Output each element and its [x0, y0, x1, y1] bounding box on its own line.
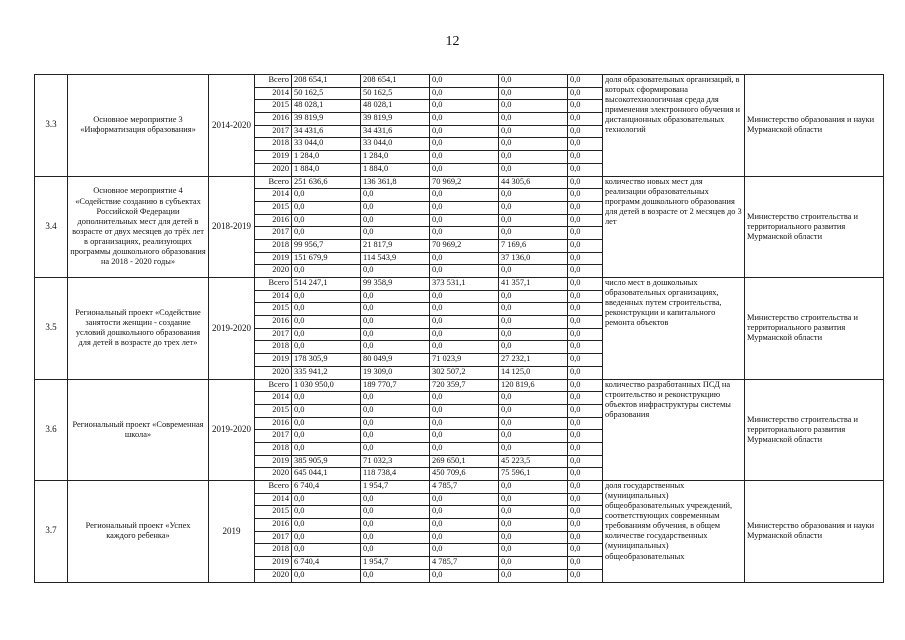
value-cell-c5: 0,0: [568, 354, 603, 367]
value-cell-c2: 0,0: [361, 303, 430, 316]
value-cell-c4: 0,0: [499, 201, 568, 214]
year-cell: 2019: [255, 354, 292, 367]
value-cell-c3: 0,0: [430, 163, 499, 176]
value-cell-c2: 0,0: [361, 404, 430, 417]
section-name: Региональный проект «Содействие занятости женщин - создание условий дошкольного образования для детей в возрасте до трех лет»: [68, 278, 209, 380]
value-cell-c1: 0,0: [292, 430, 361, 443]
section-name: Основное мероприятие 4 «Содействие созданию в субъектах Российской Федерации дополнительных мест для детей в возрасте от двух месяцев до трёх лет в организациях, реализующих программы дошкольного образования на 2018 - 2020 годы»: [68, 176, 209, 278]
value-cell-c3: 0,0: [430, 290, 499, 303]
value-cell-c4: 0,0: [499, 328, 568, 341]
page-number: 12: [445, 34, 460, 49]
value-cell-c5: 0,0: [568, 328, 603, 341]
value-cell-c2: 33 044,0: [361, 138, 430, 151]
value-cell-c3: 0,0: [430, 87, 499, 100]
value-cell-c1: 33 044,0: [292, 138, 361, 151]
value-cell-c2: 0,0: [361, 569, 430, 582]
value-cell-c2: 0,0: [361, 493, 430, 506]
value-cell-c5: 0,0: [568, 151, 603, 164]
value-cell-c4: 0,0: [499, 569, 568, 582]
table-row: [35, 176, 884, 189]
value-cell-c3: 0,0: [430, 227, 499, 240]
value-cell-c4: 0,0: [499, 557, 568, 570]
value-cell-c2: 0,0: [361, 341, 430, 354]
value-cell-c1: 335 941,2: [292, 366, 361, 379]
value-cell-c5: 0,0: [568, 265, 603, 278]
value-cell-c3: 0,0: [430, 417, 499, 430]
value-cell-c1: 0,0: [292, 328, 361, 341]
value-cell-c3: 0,0: [430, 519, 499, 532]
budget-table: [34, 74, 884, 583]
value-cell-c4: 0,0: [499, 100, 568, 113]
value-cell-c1: 385 905,9: [292, 455, 361, 468]
value-cell-c3: 0,0: [430, 138, 499, 151]
value-cell-c3: 0,0: [430, 265, 499, 278]
value-cell-c2: 0,0: [361, 328, 430, 341]
value-cell-c4: 27 232,1: [499, 354, 568, 367]
value-cell-c1: 0,0: [292, 214, 361, 227]
year-cell: 2018: [255, 138, 292, 151]
value-cell-c3: 0,0: [430, 151, 499, 164]
value-cell-c3: 0,0: [430, 189, 499, 202]
value-cell-c1: 0,0: [292, 569, 361, 582]
year-cell: 2015: [255, 100, 292, 113]
value-cell-c4: 0,0: [499, 151, 568, 164]
value-cell-c1: 34 431,6: [292, 125, 361, 138]
value-cell-c2: 71 032,3: [361, 455, 430, 468]
value-cell-c5: 0,0: [568, 392, 603, 405]
value-cell-c5: 0,0: [568, 138, 603, 151]
section-name: Региональный проект «Успех каждого ребенка»: [68, 481, 209, 583]
year-cell: 2016: [255, 316, 292, 329]
value-cell-c4: 0,0: [499, 227, 568, 240]
year-cell: 2020: [255, 163, 292, 176]
year-cell: Всего: [255, 75, 292, 88]
value-cell-c5: 0,0: [568, 100, 603, 113]
value-cell-c2: 19 309,0: [361, 366, 430, 379]
year-cell: 2017: [255, 328, 292, 341]
value-cell-c3: 720 359,7: [430, 379, 499, 392]
value-cell-c3: 0,0: [430, 531, 499, 544]
value-cell-c4: 0,0: [499, 125, 568, 138]
value-cell-c3: 0,0: [430, 252, 499, 265]
year-cell: 2015: [255, 506, 292, 519]
value-cell-c4: 0,0: [499, 189, 568, 202]
value-cell-c1: 0,0: [292, 417, 361, 430]
value-cell-c1: 178 305,9: [292, 354, 361, 367]
value-cell-c3: 0,0: [430, 404, 499, 417]
indicator-text: число мест в дошкольных образовательных организациях, введенных путем строительства, реконструкции и капитального ремонта объектов: [603, 278, 745, 380]
value-cell-c4: 0,0: [499, 163, 568, 176]
value-cell-c5: 0,0: [568, 481, 603, 494]
value-cell-c3: 4 785,7: [430, 481, 499, 494]
responsible-text: Министерство образования и науки Мурманской области: [745, 481, 884, 583]
value-cell-c4: 0,0: [499, 341, 568, 354]
value-cell-c1: 0,0: [292, 265, 361, 278]
value-cell-c2: 189 770,7: [361, 379, 430, 392]
value-cell-c5: 0,0: [568, 227, 603, 240]
indicator-text: количество новых мест для реализации образовательных программ дошкольного образования для детей в возрасте от 2 месяцев до 3 лет: [603, 176, 745, 278]
year-cell: 2016: [255, 214, 292, 227]
value-cell-c2: 0,0: [361, 430, 430, 443]
value-cell-c5: 0,0: [568, 125, 603, 138]
value-cell-c2: 0,0: [361, 290, 430, 303]
value-cell-c5: 0,0: [568, 252, 603, 265]
value-cell-c4: 120 819,6: [499, 379, 568, 392]
value-cell-c4: 0,0: [499, 316, 568, 329]
value-cell-c5: 0,0: [568, 87, 603, 100]
value-cell-c1: 208 654,1: [292, 75, 361, 88]
value-cell-c5: 0,0: [568, 214, 603, 227]
value-cell-c5: 0,0: [568, 113, 603, 126]
value-cell-c5: 0,0: [568, 557, 603, 570]
value-cell-c1: 0,0: [292, 493, 361, 506]
value-cell-c1: 0,0: [292, 189, 361, 202]
value-cell-c4: 0,0: [499, 290, 568, 303]
table-row: [35, 75, 884, 88]
year-cell: 2014: [255, 392, 292, 405]
value-cell-c1: 0,0: [292, 519, 361, 532]
value-cell-c4: 0,0: [499, 442, 568, 455]
value-cell-c2: 0,0: [361, 544, 430, 557]
year-cell: 2020: [255, 366, 292, 379]
value-cell-c3: 0,0: [430, 303, 499, 316]
value-cell-c5: 0,0: [568, 455, 603, 468]
value-cell-c3: 0,0: [430, 544, 499, 557]
value-cell-c4: 14 125,0: [499, 366, 568, 379]
value-cell-c5: 0,0: [568, 506, 603, 519]
value-cell-c3: 4 785,7: [430, 557, 499, 570]
value-cell-c5: 0,0: [568, 544, 603, 557]
value-cell-c5: 0,0: [568, 316, 603, 329]
value-cell-c3: 450 709,6: [430, 468, 499, 481]
value-cell-c3: 0,0: [430, 569, 499, 582]
section-period: 2018-2019: [209, 176, 255, 278]
value-cell-c5: 0,0: [568, 201, 603, 214]
value-cell-c1: 1 030 950,0: [292, 379, 361, 392]
value-cell-c1: 50 162,5: [292, 87, 361, 100]
value-cell-c3: 0,0: [430, 430, 499, 443]
table-row: [35, 481, 884, 494]
value-cell-c2: 0,0: [361, 265, 430, 278]
value-cell-c3: 0,0: [430, 506, 499, 519]
value-cell-c3: 269 650,1: [430, 455, 499, 468]
value-cell-c2: 1 284,0: [361, 151, 430, 164]
value-cell-c4: 0,0: [499, 430, 568, 443]
year-cell: 2018: [255, 442, 292, 455]
value-cell-c2: 80 049,9: [361, 354, 430, 367]
value-cell-c2: 48 028,1: [361, 100, 430, 113]
indicator-text: доля государственных (муниципальных) общеобразовательных учреждений, соответствующих современным требованиям обучения, в общем количестве государственных (муниципальных) общеобразовательных: [603, 481, 745, 583]
section-period: 2014-2020: [209, 75, 255, 177]
value-cell-c1: 0,0: [292, 544, 361, 557]
section-number: 3.7: [35, 481, 68, 583]
value-cell-c4: 0,0: [499, 531, 568, 544]
value-cell-c2: 21 817,9: [361, 239, 430, 252]
value-cell-c2: 0,0: [361, 189, 430, 202]
value-cell-c1: 48 028,1: [292, 100, 361, 113]
value-cell-c5: 0,0: [568, 176, 603, 189]
responsible-text: Министерство строительства и территориального развития Мурманской области: [745, 278, 884, 380]
section-period: 2019-2020: [209, 278, 255, 380]
value-cell-c5: 0,0: [568, 303, 603, 316]
value-cell-c4: 0,0: [499, 519, 568, 532]
value-cell-c5: 0,0: [568, 519, 603, 532]
year-cell: Всего: [255, 379, 292, 392]
year-cell: 2020: [255, 468, 292, 481]
value-cell-c3: 0,0: [430, 75, 499, 88]
value-cell-c2: 0,0: [361, 506, 430, 519]
value-cell-c5: 0,0: [568, 468, 603, 481]
year-cell: 2014: [255, 87, 292, 100]
year-cell: 2017: [255, 227, 292, 240]
value-cell-c3: 302 507,2: [430, 366, 499, 379]
year-cell: Всего: [255, 278, 292, 291]
year-cell: 2019: [255, 557, 292, 570]
value-cell-c1: 0,0: [292, 341, 361, 354]
value-cell-c4: 0,0: [499, 265, 568, 278]
section-name: Основное мероприятие 3 «Информатизация образования»: [68, 75, 209, 177]
value-cell-c2: 0,0: [361, 214, 430, 227]
indicator-text: доля образовательных организаций, в которых сформирована высокотехнологичная среда для применения электронного обучения и дистанционных образовательных технологий: [603, 75, 745, 177]
value-cell-c1: 1 284,0: [292, 151, 361, 164]
table-body: [35, 75, 884, 583]
value-cell-c4: 0,0: [499, 481, 568, 494]
value-cell-c5: 0,0: [568, 569, 603, 582]
value-cell-c3: 0,0: [430, 214, 499, 227]
value-cell-c1: 6 740,4: [292, 481, 361, 494]
table-row: [35, 379, 884, 392]
value-cell-c2: 208 654,1: [361, 75, 430, 88]
value-cell-c2: 34 431,6: [361, 125, 430, 138]
value-cell-c4: 7 169,6: [499, 239, 568, 252]
year-cell: 2019: [255, 455, 292, 468]
value-cell-c5: 0,0: [568, 75, 603, 88]
value-cell-c2: 1 884,0: [361, 163, 430, 176]
value-cell-c1: 0,0: [292, 442, 361, 455]
value-cell-c4: 0,0: [499, 544, 568, 557]
year-cell: 2018: [255, 544, 292, 557]
value-cell-c2: 118 738,4: [361, 468, 430, 481]
value-cell-c3: 0,0: [430, 100, 499, 113]
year-cell: 2014: [255, 189, 292, 202]
year-cell: 2018: [255, 239, 292, 252]
value-cell-c2: 114 543,9: [361, 252, 430, 265]
value-cell-c4: 0,0: [499, 506, 568, 519]
section-number: 3.5: [35, 278, 68, 380]
value-cell-c1: 0,0: [292, 506, 361, 519]
value-cell-c5: 0,0: [568, 189, 603, 202]
value-cell-c3: 0,0: [430, 316, 499, 329]
value-cell-c3: 0,0: [430, 328, 499, 341]
responsible-text: Министерство строительства и территориального развития Мурманской области: [745, 176, 884, 278]
value-cell-c1: 0,0: [292, 201, 361, 214]
year-cell: 2019: [255, 151, 292, 164]
value-cell-c3: 0,0: [430, 125, 499, 138]
value-cell-c3: 0,0: [430, 392, 499, 405]
value-cell-c4: 41 357,1: [499, 278, 568, 291]
value-cell-c3: 0,0: [430, 442, 499, 455]
responsible-text: Министерство строительства и территориального развития Мурманской области: [745, 379, 884, 481]
year-cell: 2017: [255, 430, 292, 443]
value-cell-c2: 1 954,7: [361, 481, 430, 494]
value-cell-c1: 0,0: [292, 227, 361, 240]
year-cell: 2015: [255, 303, 292, 316]
year-cell: 2015: [255, 201, 292, 214]
year-cell: 2020: [255, 265, 292, 278]
value-cell-c1: 0,0: [292, 303, 361, 316]
value-cell-c2: 0,0: [361, 316, 430, 329]
value-cell-c5: 0,0: [568, 417, 603, 430]
value-cell-c5: 0,0: [568, 493, 603, 506]
year-cell: 2019: [255, 252, 292, 265]
section-number: 3.4: [35, 176, 68, 278]
value-cell-c3: 70 969,2: [430, 176, 499, 189]
value-cell-c1: 99 956,7: [292, 239, 361, 252]
value-cell-c2: 0,0: [361, 531, 430, 544]
value-cell-c3: 0,0: [430, 493, 499, 506]
value-cell-c1: 151 679,9: [292, 252, 361, 265]
value-cell-c3: 71 023,9: [430, 354, 499, 367]
year-cell: Всего: [255, 176, 292, 189]
value-cell-c4: 0,0: [499, 87, 568, 100]
year-cell: 2015: [255, 404, 292, 417]
value-cell-c2: 0,0: [361, 392, 430, 405]
value-cell-c3: 0,0: [430, 201, 499, 214]
year-cell: 2020: [255, 569, 292, 582]
value-cell-c2: 99 358,9: [361, 278, 430, 291]
value-cell-c5: 0,0: [568, 430, 603, 443]
value-cell-c1: 0,0: [292, 404, 361, 417]
value-cell-c1: 39 819,9: [292, 113, 361, 126]
value-cell-c4: 0,0: [499, 392, 568, 405]
value-cell-c4: 0,0: [499, 138, 568, 151]
value-cell-c5: 0,0: [568, 341, 603, 354]
value-cell-c4: 0,0: [499, 404, 568, 417]
value-cell-c1: 0,0: [292, 290, 361, 303]
value-cell-c4: 44 305,6: [499, 176, 568, 189]
section-period: 2019-2020: [209, 379, 255, 481]
value-cell-c4: 0,0: [499, 493, 568, 506]
value-cell-c3: 373 531,1: [430, 278, 499, 291]
value-cell-c2: 136 361,8: [361, 176, 430, 189]
year-cell: 2017: [255, 531, 292, 544]
year-cell: 2016: [255, 113, 292, 126]
value-cell-c2: 1 954,7: [361, 557, 430, 570]
value-cell-c4: 37 136,0: [499, 252, 568, 265]
value-cell-c4: 0,0: [499, 303, 568, 316]
section-number: 3.3: [35, 75, 68, 177]
section-period: 2019: [209, 481, 255, 583]
value-cell-c1: 0,0: [292, 531, 361, 544]
year-cell: 2014: [255, 290, 292, 303]
value-cell-c1: 6 740,4: [292, 557, 361, 570]
value-cell-c5: 0,0: [568, 278, 603, 291]
year-cell: 2017: [255, 125, 292, 138]
value-cell-c4: 0,0: [499, 214, 568, 227]
value-cell-c5: 0,0: [568, 442, 603, 455]
value-cell-c1: 0,0: [292, 392, 361, 405]
value-cell-c3: 70 969,2: [430, 239, 499, 252]
value-cell-c2: 0,0: [361, 227, 430, 240]
year-cell: 2016: [255, 519, 292, 532]
value-cell-c2: 0,0: [361, 417, 430, 430]
value-cell-c5: 0,0: [568, 531, 603, 544]
value-cell-c2: 50 162,5: [361, 87, 430, 100]
value-cell-c4: 0,0: [499, 75, 568, 88]
value-cell-c1: 1 884,0: [292, 163, 361, 176]
value-cell-c5: 0,0: [568, 163, 603, 176]
value-cell-c3: 0,0: [430, 113, 499, 126]
section-name: Региональный проект «Современная школа»: [68, 379, 209, 481]
value-cell-c4: 75 596,1: [499, 468, 568, 481]
indicator-text: количество разработанных ПСД на строительство и реконструкцию объектов инфраструктуры системы образования: [603, 379, 745, 481]
year-cell: 2014: [255, 493, 292, 506]
value-cell-c4: 45 223,5: [499, 455, 568, 468]
year-cell: 2016: [255, 417, 292, 430]
responsible-text: Министерство образования и науки Мурманской области: [745, 75, 884, 177]
value-cell-c3: 0,0: [430, 341, 499, 354]
value-cell-c2: 39 819,9: [361, 113, 430, 126]
value-cell-c4: 0,0: [499, 113, 568, 126]
table-row: [35, 278, 884, 291]
value-cell-c5: 0,0: [568, 239, 603, 252]
value-cell-c5: 0,0: [568, 290, 603, 303]
value-cell-c2: 0,0: [361, 519, 430, 532]
value-cell-c5: 0,0: [568, 404, 603, 417]
year-cell: 2018: [255, 341, 292, 354]
value-cell-c1: 645 044,1: [292, 468, 361, 481]
value-cell-c4: 0,0: [499, 417, 568, 430]
value-cell-c1: 251 636,6: [292, 176, 361, 189]
value-cell-c1: 0,0: [292, 316, 361, 329]
value-cell-c5: 0,0: [568, 379, 603, 392]
section-number: 3.6: [35, 379, 68, 481]
value-cell-c1: 514 247,1: [292, 278, 361, 291]
value-cell-c5: 0,0: [568, 366, 603, 379]
year-cell: Всего: [255, 481, 292, 494]
value-cell-c2: 0,0: [361, 201, 430, 214]
value-cell-c2: 0,0: [361, 442, 430, 455]
